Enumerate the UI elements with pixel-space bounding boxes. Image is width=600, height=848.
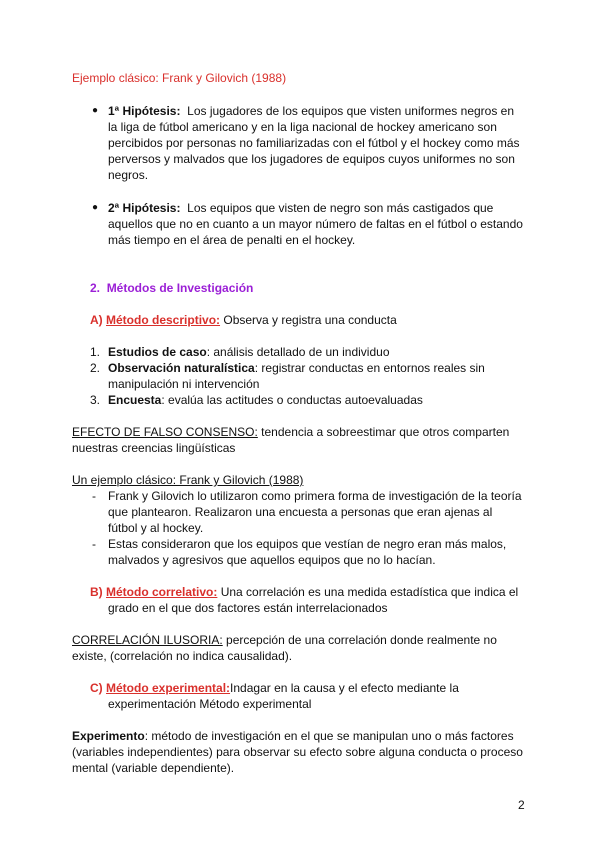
bullet-icon: ● bbox=[92, 202, 99, 213]
example-subheading: Un ejemplo clásico: Frank y Gilovich (1988) bbox=[72, 473, 304, 487]
list-item: Observación naturalística: registrar conductas en entornos reales sin bbox=[108, 361, 485, 375]
illusory-correlation: CORRELACIÓN ILUSORIA: percepción de una correlación donde realmente no bbox=[72, 633, 497, 647]
false-consensus: EFECTO DE FALSO CONSENSO: tendencia a sobreestimar que otros comparten bbox=[72, 425, 510, 439]
example-heading: Ejemplo clásico: Frank y Gilovich (1988) bbox=[72, 71, 287, 85]
method-c: C) Método experimental:Indagar en la causa y el efecto mediante la bbox=[90, 681, 459, 695]
document-page: Ejemplo clásico: Frank y Gilovich (1988) ● 1ª Hipótesis: Los jugadores de los equipos que visten uniformes negros en la liga de fútbol americano y en la liga nacional de hockey americano son percibidos por personas no familiarizadas con el fútbol y el hockey como más perversos y malvados que los jugadores de equipos cuyos uniformes no son negros. ● 2ª Hipótesis: Los equipos que visten de negro son más castigados que aquellos que no en cuanto a un mayor número de faltas en el fútbol o estando más tiempo en el área de penalti en el hockey. 2. Métodos de Investigación A) Método descriptivo: Observa y registra una conducta 1. Estudios de caso: análisis detallado de un individuo 2. Observación naturalística: registrar conductas en entornos reales sin manipulación ni intervención 3. Encuesta: evalúa las actitudes o conductas autoevaluadas EFECTO DE FALSO CONSENSO: tendencia a sobreestimar que otros comparten nuestras creencias lingüísticas Un ejemplo clásico: Frank y Gilovich (1988) - Frank y Gilovich lo utilizaron como primera forma de investigación de la teoría que plantearon. Realizaron una encuesta a personas que eran ajenas al fútbol y al hockey. - Estas consideraron que los equipos que vestían de negro eran más malos, malvados y agresivos que aquellos equipos que no lo hacían. B) Método correlativo: Una correlación es una medida estadística que indica el grado en el que dos factores están interrelacionados CORRELACIÓN ILUSORIA: percepción de una correlación donde realmente no existe, (correlación no indica causalidad). C) Método experimental:Indagar en la causa y el efecto mediante la experimentación Método experimental Experimento: método de investigación en el que se manipulan uno o más factores (variables independientes) para observar su efecto sobre alguna conducta o proceso mental (variable dependiente). 2 bbox=[72, 71, 525, 812]
section-heading: 2. Métodos de Investigación bbox=[90, 281, 254, 295]
method-a: A) Método descriptivo: Observa y registra una conducta bbox=[90, 313, 397, 327]
method-a-title: Método descriptivo: bbox=[106, 313, 221, 327]
page-number: 2 bbox=[518, 798, 525, 812]
method-c-title: Método experimental: bbox=[106, 681, 231, 695]
bullet-icon: ● bbox=[92, 105, 99, 116]
list-item: Estudios de caso: análisis detallado de un individuo bbox=[108, 345, 390, 359]
hypothesis-label: 1ª Hipótesis: bbox=[108, 104, 181, 118]
hypothesis-label: 2ª Hipótesis: bbox=[108, 201, 181, 215]
method-b-title: Método correlativo: bbox=[106, 585, 218, 599]
experiment-definition: Experimento: método de investigación en el que se manipulan uno o más factores bbox=[72, 729, 514, 743]
method-b: B) Método correlativo: Una correlación es una medida estadística que indica el bbox=[90, 585, 519, 599]
list-item: Encuesta: evalúa las actitudes o conductas autoevaluadas bbox=[108, 393, 423, 407]
